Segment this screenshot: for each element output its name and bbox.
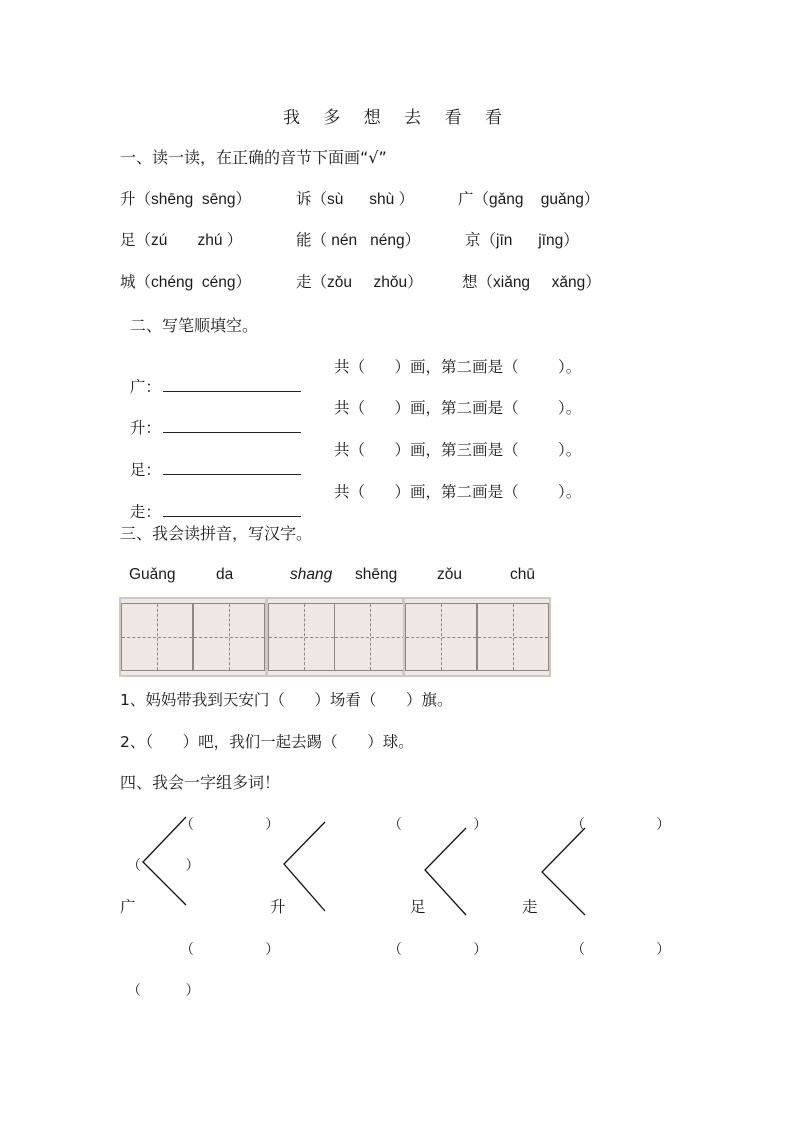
pinyin-label: zǒu [437, 566, 462, 583]
bracket-shape [425, 828, 466, 915]
pinyin-item: 能（ nén néng） [296, 232, 421, 249]
pinyin-item: 城（chéng céng） [120, 274, 251, 291]
stroke-question: 共（ ）画，第二画是（ ）。 [334, 483, 582, 501]
stroke-char: 走： [129, 503, 161, 521]
stroke-question: 共（ ）画，第三画是（ ）。 [334, 441, 582, 459]
pinyin-label: da [216, 566, 234, 583]
word-paren[interactable]: （ ） [180, 942, 280, 958]
section2-heading: 二、写笔顺填空。 [130, 316, 259, 335]
bracket-shape [143, 817, 186, 905]
pinyin-label: shēng [355, 566, 398, 583]
pinyin-item: 足（zú zhú ） [120, 232, 243, 249]
group-char: 广 [120, 898, 136, 916]
pinyin-item: 升（shēng sēng） [120, 191, 251, 208]
stroke-char: 足： [129, 461, 161, 479]
pinyin-label: shang [290, 566, 333, 583]
section3-heading: 三、我会读拼音，写汉字。 [120, 524, 313, 543]
pinyin-item: 京（jīn jīng） [465, 232, 579, 249]
word-paren[interactable]: （ ） [127, 983, 200, 999]
sentence-2: 2、（ ）吧，我们一起去踢（ ）球。 [120, 733, 414, 751]
page-title: 我 多 想 去 看 看 [282, 108, 512, 128]
stroke-char: 广： [129, 378, 161, 396]
group-char: 升 [270, 898, 286, 916]
pinyin-item: 广（gǎng guǎng） [458, 191, 600, 208]
pinyin-item: 想（xiǎng xǎng） [462, 274, 601, 291]
word-paren[interactable]: （ ） [388, 817, 488, 833]
sentence-1: 1、妈妈带我到天安门（ ）场看（ ）旗。 [120, 691, 453, 709]
pinyin-label: chū [510, 566, 535, 583]
section1-heading: 一、读一读，在正确的音节下面画“√” [120, 148, 387, 167]
word-paren[interactable]: （ ） [127, 858, 200, 874]
pinyin-item: 走（zǒu zhǒu） [296, 274, 423, 291]
pinyin-label: Guǎng [129, 566, 176, 583]
word-paren[interactable]: （ ） [571, 942, 671, 958]
section4-heading: 四、我会一字组多词！ [120, 773, 281, 792]
stroke-char: 升： [129, 419, 161, 437]
word-paren[interactable]: （ ） [180, 817, 280, 833]
word-paren[interactable]: （ ） [571, 817, 671, 833]
stroke-question: 共（ ）画，第二画是（ ）。 [334, 399, 582, 417]
pinyin-item: 诉（sù shù ） [296, 191, 415, 208]
bracket-shape [542, 828, 585, 915]
group-char: 足 [410, 898, 426, 916]
word-paren[interactable]: （ ） [388, 942, 488, 958]
group-char: 走 [522, 898, 538, 916]
bracket-shape [284, 822, 325, 911]
stroke-question: 共（ ）画，第二画是（ ）。 [334, 358, 582, 376]
